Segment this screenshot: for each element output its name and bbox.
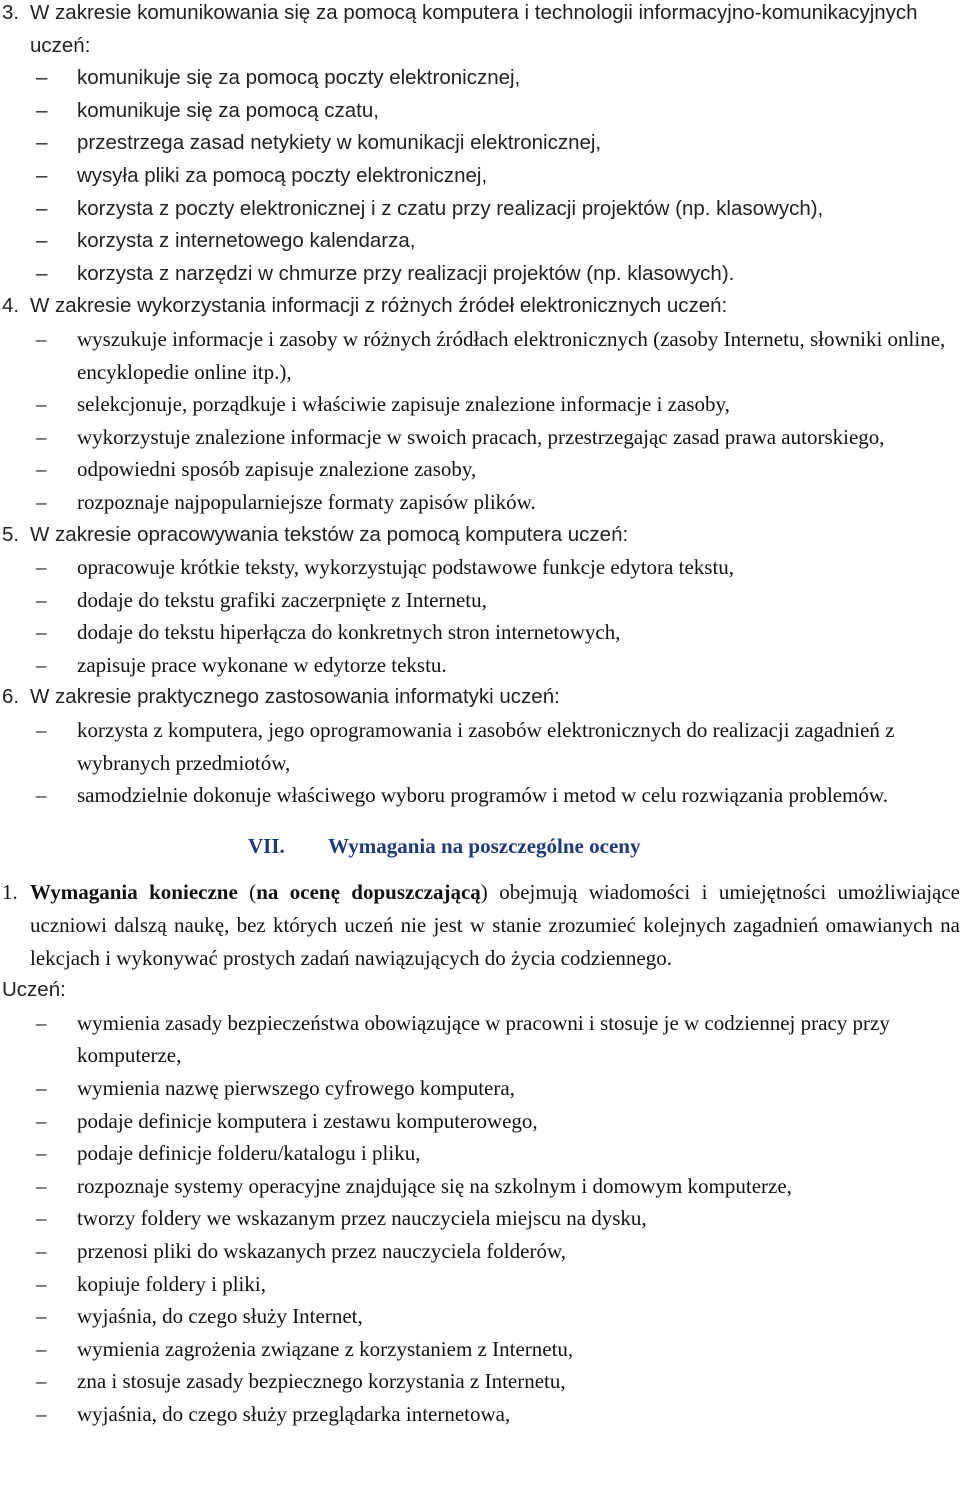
list-item-text: rozpoznaje najpopularniejsze formaty zapisów plików. [77,489,536,514]
requirement-paragraph [0,876,960,974]
section-heading [2,681,960,714]
section-list [30,62,960,290]
dash-bullet: – [36,718,47,743]
list-item-text: zna i stosuje zasady bezpiecznego korzystania z Internetu, [77,1369,566,1394]
section-number: 4. [2,294,20,318]
list-item-text: opracowuje krótkie teksty, wykorzystując podstawowe funkcje edytora tekstu, [77,555,735,580]
section-number: 5. [2,522,20,546]
list-item-text: komunikuje się za pomocą poczty elektronicznej, [77,66,521,90]
requirement-open: ( [237,880,257,905]
chapter-title: Wymagania na poszczególne oceny [328,833,641,858]
list-item-text: kopiuje foldery i pliki, [77,1271,266,1296]
list-item [0,616,960,649]
section-number: 6. [2,685,20,709]
dash-bullet: – [36,1173,47,1198]
list-item [0,258,960,291]
section-list [30,551,960,681]
section-title: W zakresie praktycznego zastosowania informatyki uczeń: [30,685,560,709]
list-item [0,1333,960,1366]
list-item-text: selekcjonuje, porządkuje i właściwie zapisuje znalezione informacje i zasoby, [77,392,730,417]
list-item [0,584,960,617]
list-item-text: wyjaśnia, do czego służy Internet, [77,1304,363,1329]
section-6 [0,681,960,811]
list-item-text: wymienia zagrożenia związane z korzystaniem z Internetu, [77,1336,574,1361]
dash-bullet: – [36,652,47,677]
list-item [0,1170,960,1203]
chapter-heading [0,830,960,863]
list-item [0,1105,960,1138]
requirement-grade: na ocenę dopuszczającą [256,880,481,905]
list-item-text: rozpoznaje systemy operacyjne znajdujące się na szkolnym i domowym komputerze, [77,1173,792,1198]
list-item-text: wykorzystuje znalezione informacje w swoich pracach, przestrzegając zasad prawa autorskiego, [77,424,885,449]
dash-bullet: – [36,1271,47,1296]
section-heading [2,290,960,323]
requirement-level: Wymagania konieczne [30,880,238,905]
list-item-text: komunikuje się za pomocą czatu, [77,98,379,122]
dash-bullet: – [36,1401,47,1426]
dash-bullet: – [36,261,48,285]
list-item [0,1202,960,1235]
dash-bullet: – [36,489,47,514]
list-item [0,486,960,519]
dash-bullet: – [36,1336,47,1361]
list-item [0,323,960,388]
list-item [0,95,960,128]
list-item [0,1398,960,1431]
list-item [0,551,960,584]
section-list [30,323,960,519]
list-item [0,1072,960,1105]
dash-bullet: – [36,424,47,449]
list-item-text: wymienia zasady bezpieczeństwa obowiązujące w pracowni i stosuje je w codziennej pracy przy komputerze, [77,1010,890,1068]
list-item-text: wyjaśnia, do czego służy przeglądarka internetowa, [77,1401,511,1426]
list-item-text: zapisuje prace wykonane w edytorze tekstu. [77,652,447,677]
list-item [0,649,960,682]
dash-bullet: – [36,163,48,187]
section-heading [2,0,960,62]
section-3 [0,0,960,290]
list-item-text: przestrzega zasad netykiety w komunikacji elektronicznej, [77,131,602,155]
dash-bullet: – [36,783,47,808]
section-title: W zakresie wykorzystania informacji z różnych źródeł elektronicznych uczeń: [30,294,728,318]
list-item [0,1007,960,1072]
list-item-text: wyszukuje informacje i zasoby w różnych źródłach elektronicznych (zasoby Internetu, słowniki online, encyklopedie online itp.), [77,326,946,384]
dash-bullet: – [36,1238,47,1263]
list-item-text: dodaje do tekstu hiperłącza do konkretnych stron internetowych, [77,620,621,645]
list-item-text: podaje definicje komputera i zestawu komputerowego, [77,1108,538,1133]
dash-bullet: – [36,131,48,155]
section-title: W zakresie komunikowania się za pomocą komputera i technologii informacyjno-komunikacyjnych uczeń: [30,1,918,57]
requirement-number: 1. [2,880,18,905]
list-item [0,1268,960,1301]
list-item [0,779,960,812]
list-item [0,127,960,160]
list-item [0,1137,960,1170]
list-item [0,225,960,258]
dash-bullet: – [36,229,48,253]
section-title: W zakresie opracowywania tekstów za pomocą komputera uczeń: [30,522,629,546]
list-item [0,62,960,95]
list-item-text: korzysta z internetowego kalendarza, [77,229,416,253]
dash-bullet: – [36,66,48,90]
dash-bullet: – [36,457,47,482]
dash-bullet: – [36,196,48,220]
list-item-text: przenosi pliki do wskazanych przez nauczyciela folderów, [77,1238,567,1263]
section-number: 3. [2,1,20,24]
uczen-list [0,1007,960,1431]
list-item [0,160,960,193]
list-item-text: korzysta z poczty elektronicznej i z czatu przy realizacji projektów (np. klasowych), [77,196,824,220]
list-item-text: wymienia nazwę pierwszego cyfrowego komputera, [77,1076,515,1100]
section-heading [2,519,960,552]
list-item-text: dodaje do tekstu grafiki zaczerpnięte z Internetu, [77,587,487,612]
dash-bullet: – [36,98,48,122]
dash-bullet: – [36,1108,47,1133]
dash-bullet: – [36,620,47,645]
section-4 [0,290,960,518]
list-item-text: podaje definicje folderu/katalogu i pliku, [77,1141,421,1166]
dash-bullet: – [36,1076,47,1100]
list-item [0,193,960,226]
dash-bullet: – [36,1010,47,1035]
chapter-number: VII. [248,833,285,858]
uczen-label: Uczeń: [2,978,66,1002]
list-item [0,714,960,779]
dash-bullet: – [36,326,47,351]
dash-bullet: – [36,1206,47,1231]
list-item-text: korzysta z narzędzi w chmurze przy realizacji projektów (np. klasowych). [77,261,735,285]
requirement-text: ) obejmują wiadomości i umiejętności umożliwiające uczniowi dalszą naukę, bez których uczeń nie jest w stanie zrozumieć kolejnych zagadnień omawianych na lekcjach i wykonywać prostych zadań nawiązujących do życia codziennego. [30,880,960,970]
list-item [0,421,960,454]
section-5 [0,519,960,682]
dash-bullet: – [36,555,47,580]
dash-bullet: – [36,1141,47,1166]
list-item [0,388,960,421]
dash-bullet: – [36,392,47,417]
dash-bullet: – [36,1304,47,1329]
list-item-text: tworzy foldery we wskazanym przez nauczyciela miejscu na dysku, [77,1206,647,1231]
list-item-text: korzysta z komputera, jego oprogramowania i zasobów elektronicznych do realizacji zagadnień z wybranych przedmiotów, [77,718,895,775]
list-item [0,453,960,486]
list-item-text: odpowiedni sposób zapisuje znalezione zasoby, [77,457,477,482]
dash-bullet: – [36,587,47,612]
list-item-text: samodzielnie dokonuje właściwego wyboru programów i metod w celu rozwiązania problemów. [77,783,888,808]
dash-bullet: – [36,1369,47,1394]
list-item [0,1300,960,1333]
list-item-text: wysyła pliki za pomocą poczty elektronicznej, [77,163,488,187]
list-item [0,1235,960,1268]
list-item [0,1365,960,1398]
section-list [30,714,960,812]
